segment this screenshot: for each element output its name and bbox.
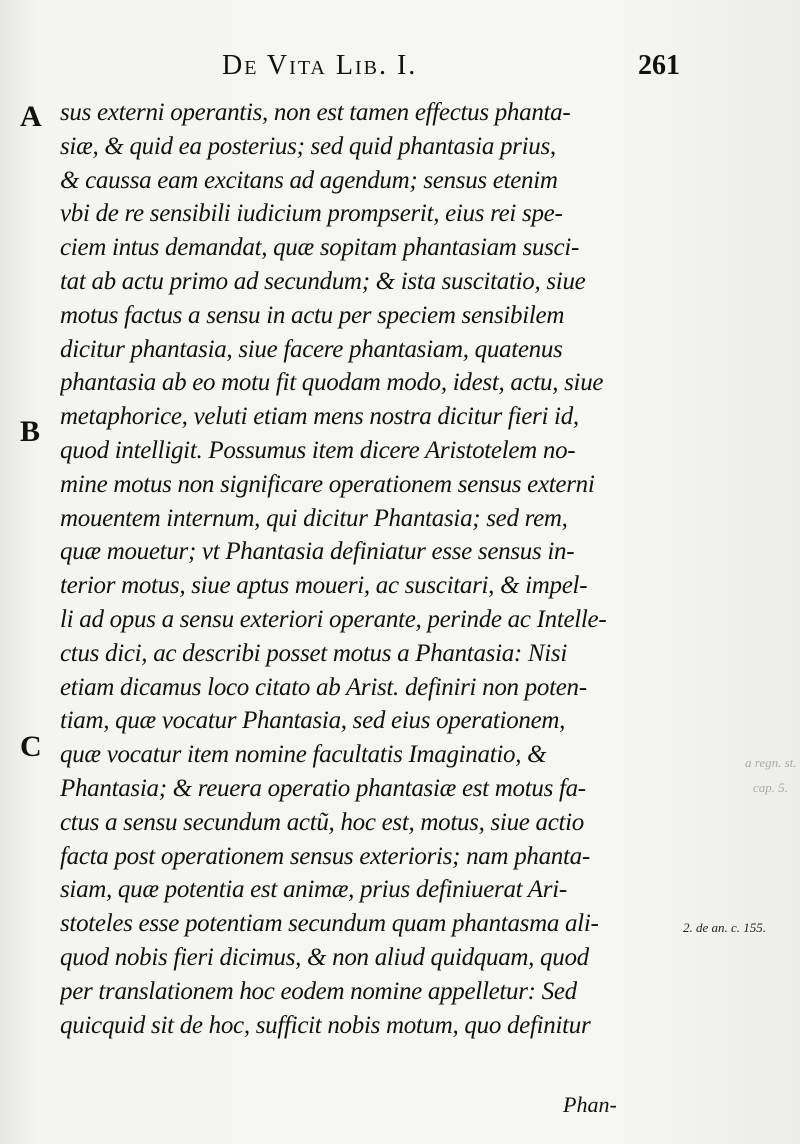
text-line: li ad opus a sensu exteriori operante, perinde ac Intelle- bbox=[60, 605, 607, 633]
margin-marker-a: A bbox=[20, 100, 42, 133]
text-line: ctus dici, ac describi posset motus a Phantasia: Nisi bbox=[60, 639, 567, 667]
text-line: quæ mouetur; vt Phantasia definiatur esse sensus in- bbox=[60, 538, 575, 566]
text-line: quod nobis fieri dicimus, & non aliud quidquam, quod bbox=[60, 943, 589, 971]
text-line: tat ab actu primo ad secundum; & ista suscitatio, siue bbox=[60, 267, 586, 295]
text-line: sus externi operantis, non est tamen effectus phanta- bbox=[60, 99, 571, 126]
show-through-text: a regn. st. bbox=[745, 755, 797, 770]
text-line: terior motus, siue aptus moueri, ac suscitari, & impel- bbox=[60, 572, 588, 600]
page-number: 261 bbox=[638, 50, 680, 81]
show-through-text: cap. 5. bbox=[753, 780, 789, 795]
text-line: per translationem hoc eodem nomine appelletur: Sed bbox=[60, 977, 577, 1005]
catchword: Phan- bbox=[563, 1092, 617, 1117]
running-title: De Vita Lib. I. bbox=[222, 50, 418, 81]
text-line: metaphorice, veluti etiam mens nostra dicitur fieri id, bbox=[60, 403, 579, 431]
text-line: ctus a sensu secundum actũ, hoc est, motus, siue actio bbox=[60, 808, 584, 836]
text-line: dicitur phantasia, siue facere phantasiam, quatenus bbox=[60, 335, 563, 363]
text-line: tiam, quæ vocatur Phantasia, sed eius operationem, bbox=[60, 707, 566, 735]
text-line: vbi de re sensibili iudicium prompserit, eius rei spe- bbox=[60, 200, 563, 228]
text-line: mine motus non significare operationem sensus externi bbox=[60, 470, 595, 498]
text-line: mouentem internum, qui dicitur Phantasia; sed rem, bbox=[60, 504, 568, 532]
text-line: siæ, & quid ea posterius; sed quid phantasia prius, bbox=[60, 132, 556, 160]
text-line: etiam dicamus loco citato ab Arist. definiri non poten- bbox=[60, 673, 587, 701]
text-line: ciem intus demandat, quæ sopitam phantasiam susci- bbox=[60, 234, 580, 262]
text-line: facta post operationem sensus exterioris; nam phanta- bbox=[60, 842, 590, 870]
text-line: phantasia ab eo motu fit quodam modo, idest, actu, siue bbox=[60, 369, 604, 397]
text-line: motus factus a sensu in actu per speciem sensibilem bbox=[60, 301, 565, 329]
body-text bbox=[60, 96, 680, 1042]
margin-marker-c: C bbox=[20, 730, 42, 763]
text-line: stoteles esse potentiam secundum quam phantasma ali- bbox=[60, 910, 599, 938]
margin-marker-b: B bbox=[20, 415, 41, 448]
text-line: quæ vocatur item nomine facultatis Imaginatio, & bbox=[60, 741, 547, 769]
page-header bbox=[210, 50, 680, 86]
text-line: & caussa eam excitans ad agendum; sensus etenim bbox=[60, 166, 558, 194]
text-line: Phantasia; & reuera operatio phantasiæ est motus fa- bbox=[60, 774, 586, 802]
text-line: siam, quæ potentia est animæ, prius definiuerat Ari- bbox=[60, 876, 567, 904]
text-line: quod intelligit. Possumus item dicere Aristotelem no- bbox=[60, 436, 576, 464]
margin-citation: 2. de an. c. 155. bbox=[683, 920, 767, 935]
text-line: quicquid sit de hoc, sufficit nobis motum, quo definitur bbox=[60, 1011, 591, 1039]
